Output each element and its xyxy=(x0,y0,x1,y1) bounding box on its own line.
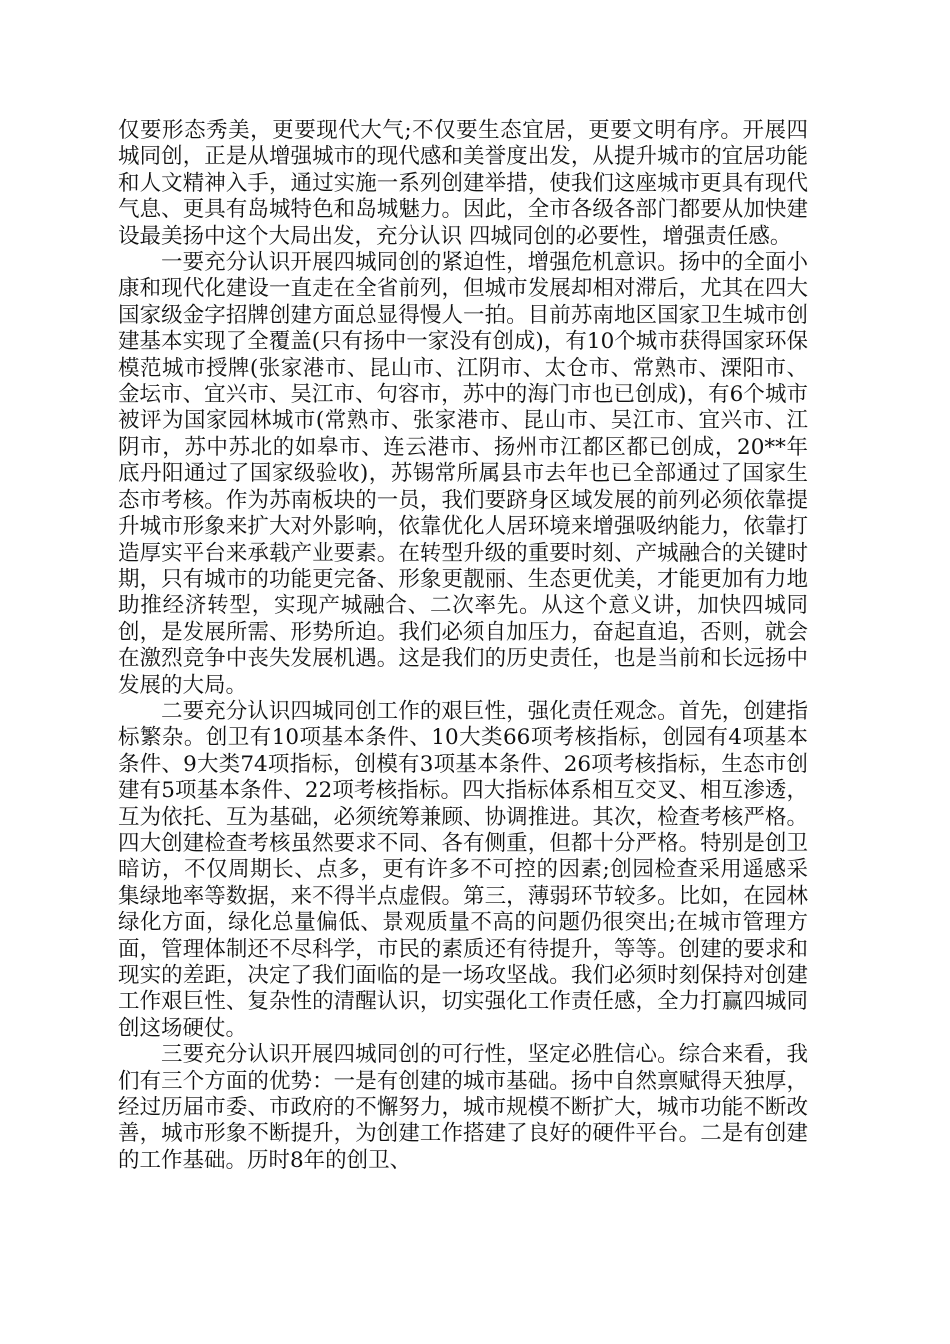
document-page xyxy=(118,118,808,1174)
paragraph-difficulty: 二要充分认识四城同创工作的艰巨性，强化责任观念。首先，创建指标繁杂。创卫有10项基本条件、10大类66项考核指标，创园有4项基本条件、9大类74项指标，创模有3项基本条件、26项考核指标，生态市创建有5项基本条件、22项考核指标。四大指标体系相互交叉、相互渗透，互为依托、互为基础，必须统筹兼顾、协调推进。其次，检查考核严格。四大创建检查考核虽然要求不同、各有侧重，但都十分严格。特别是创卫暗访，不仅周期长、点多，更有许多不可控的因素;创园检查采用遥感采集绿地率等数据，来不得半点虚假。第三，薄弱环节较多。比如，在园林绿化方面，绿化总量偏低、景观质量不高的问题仍很突出;在城市管理方面，管理体制还不尽科学，市民的素质还有待提升，等等。创建的要求和现实的差距，决定了我们面临的是一场攻坚战。我们必须时刻保持对创建工作艰巨性、复杂性的清醒认识，切实强化工作责任感，全力打赢四城同创这场硬仗。 xyxy=(118,698,808,1041)
paragraph-feasibility: 三要充分认识开展四城同创的可行性，坚定必胜信心。综合来看，我们有三个方面的优势：一是有创建的城市基础。扬中自然禀赋得天独厚，经过历届市委、市政府的不懈努力，城市规模不断扩大，城市功能不断改善，城市形象不断提升，为创建工作搭建了良好的硬件平台。二是有创建的工作基础。历时8年的创卫、 xyxy=(118,1042,808,1173)
paragraph-urgency: 一要充分认识开展四城同创的紧迫性，增强危机意识。扬中的全面小康和现代化建设一直走在全省前列，但城市发展却相对滞后，尤其在四大国家级金字招牌创建方面总显得慢人一拍。目前苏南地区国家卫生城市创建基本实现了全覆盖(只有扬中一家没有创成)，有10个城市获得国家环保模范城市授牌(张家港市、昆山市、江阴市、太仓市、常熟市、溧阳市、金坛市、宜兴市、吴江市、句容市，苏中的海门市也已创成)，有6个城市被评为国家园林城市(常熟市、张家港市、昆山市、吴江市、宜兴市、江阴市，苏中苏北的如皋市、连云港市、扬州市江都区都已创成，20**年底丹阳通过了国家级验收)，苏锡常所属县市去年也已全部通过了国家生态市考核。作为苏南板块的一员，我们要跻身区域发展的前列必须依靠提升城市形象来扩大对外影响，依靠优化人居环境来增强吸纳能力，依靠打造厚实平台来承载产业要素。在转型升级的重要时刻、产城融合的关键时期，只有城市的功能更完备、形象更靓丽、生态更优美，才能更加有力地助推经济转型，实现产城融合、二次率先。从这个意义讲，加快四城同创，是发展所需、形势所迫。我们必须自加压力，奋起直追，否则，就会在激烈竞争中丧失发展机遇。这是我们的历史责任，也是当前和长远扬中发展的大局。 xyxy=(118,250,808,698)
paragraph-intro: 仅要形态秀美，更要现代大气;不仅要生态宜居，更要文明有序。开展四城同创，正是从增强城市的现代感和美誉度出发，从提升城市的宜居功能和人文精神入手，通过实施一系列创建举措，使我们这座城市更具有现代气息、更具有岛城特色和岛城魅力。因此，全市各级各部门都要从加快建设最美扬中这个大局出发，充分认识 四城同创的必要性，增强责任感。 xyxy=(118,118,808,249)
